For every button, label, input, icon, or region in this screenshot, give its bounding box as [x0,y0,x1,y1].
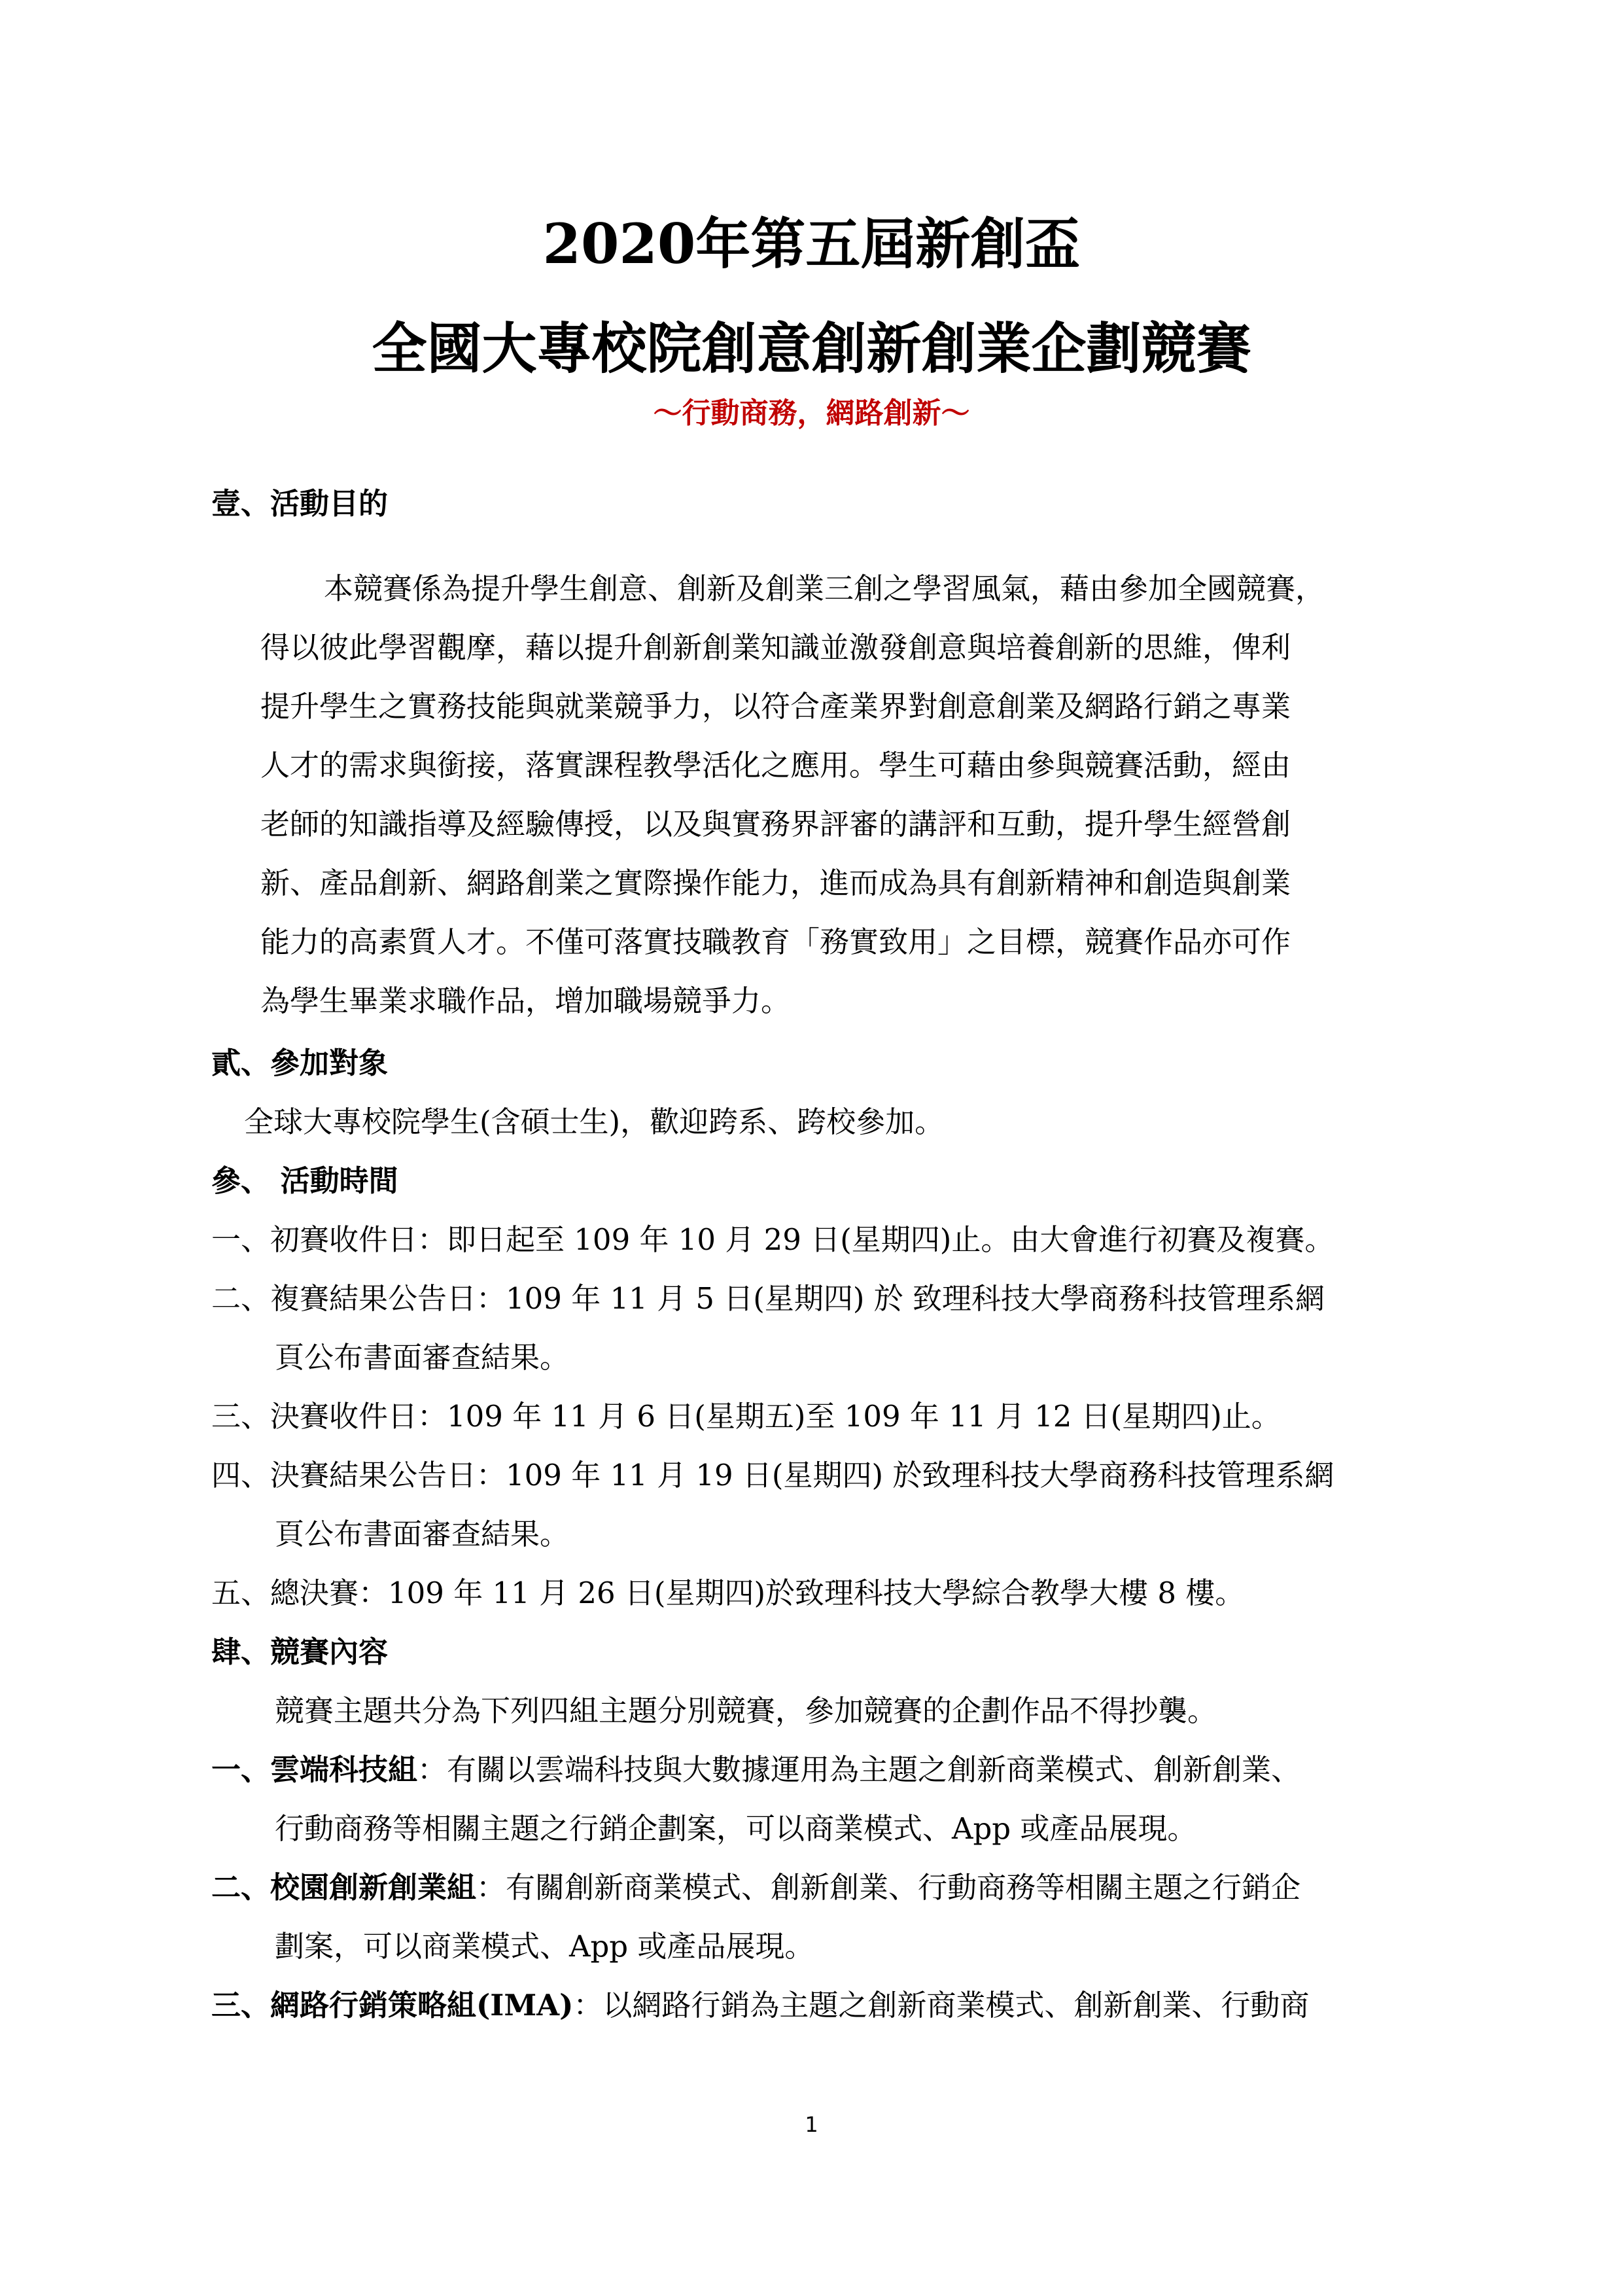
group-item-ima [211,1985,1309,2026]
paragraph-line: 老師的知識指導及經驗傳授，以及與實務界評審的講評和互動，提升學生經營創 [260,807,1291,841]
schedule-item: 三、決賽收件日：109 年 11 月 6 日(星期五)至 109 年 11 月 12 日(星期四)止。 [211,1399,1281,1434]
title-line-2: 全國大專校院創意創新創業企劃競賽 [372,316,1251,381]
page-number: 1 [805,2112,818,2137]
group-item-cont: 劃案，可以商業模式、App 或產品展現。 [275,1929,814,1964]
schedule-item-cont: 頁公布書面審查結果。 [275,1340,570,1375]
group-text: ：以網路行銷為主題之創新商業模式、創新創業、行動商 [573,1988,1310,2022]
schedule-item-cont: 頁公布書面審查結果。 [275,1517,570,1551]
schedule-item: 一、初賽收件日：即日起至 109 年 10 月 29 日(星期四)止。由大會進行初賽及複賽。 [211,1222,1335,1257]
section-heading-purpose: 壹、活動目的 [211,486,389,521]
schedule-item: 五、總決賽：109 年 11 月 26 日(星期四)於致理科技大學綜合教學大樓 8 樓。 [211,1576,1245,1610]
paragraph-line: 能力的高素質人才。不僅可落實技職教育「務實致用」之目標，競賽作品亦可作 [260,925,1291,959]
paragraph-line: 人才的需求與銜接，落實課程教學活化之應用。學生可藉由參與競賽活動，經由 [260,748,1291,783]
participants-text: 全球大專校院學生(含碩士生)，歡迎跨系、跨校參加。 [244,1104,945,1139]
paragraph-line: 為學生畢業求職作品，增加職場競爭力。 [260,983,791,1018]
group-item-campus [211,1867,1300,1909]
section-heading-participants: 貳、參加對象 [211,1046,389,1080]
slogan: ～行動商務，網路創新～ [653,397,970,430]
paragraph-line: 新、產品創新、網路創業之實際操作能力，進而成為具有創新精神和創造與創業 [260,866,1291,900]
group-item-cloud [211,1749,1300,1791]
group-text: ：有關以雲端科技與大數據運用為主題之創新商業模式、創新創業、 [417,1752,1301,1787]
group-text: ：有關創新商業模式、創新創業、行動商務等相關主題之行銷企 [476,1870,1301,1905]
group-label: 二、校園創新創業組 [211,1870,477,1905]
section-heading-schedule: 參、 活動時間 [211,1163,398,1198]
group-label: 三、網路行銷策略組(IMA) [211,1988,574,2022]
group-label: 一、雲端科技組 [211,1752,418,1787]
content-intro: 競賽主題共分為下列四組主題分別競賽，參加競賽的企劃作品不得抄襲。 [275,1693,1217,1728]
section-heading-content: 肆、競賽內容 [211,1634,389,1669]
paragraph-line: 提升學生之實務技能與就業競爭力，以符合產業界對創意創業及網路行銷之專業 [260,689,1291,724]
schedule-item: 二、複賽結果公告日：109 年 11 月 5 日(星期四) 於 致理科技大學商務科技管理系網 [211,1281,1325,1316]
title-line-1: 2020年第五屆新創盃 [542,211,1081,276]
paragraph-line: 得以彼此學習觀摩，藉以提升創新創業知識並激發創意與培養創新的思維，俾利 [260,630,1291,665]
group-item-cont: 行動商務等相關主題之行銷企劃案，可以商業模式、App 或產品展現。 [275,1811,1197,1846]
paragraph-line: 本競賽係為提升學生創意、創新及創業三創之學習風氣，藉由參加全國競賽， [324,571,1325,606]
schedule-item: 四、決賽結果公告日：109 年 11 月 19 日(星期四) 於致理科技大學商務科技管理系網 [211,1458,1335,1492]
